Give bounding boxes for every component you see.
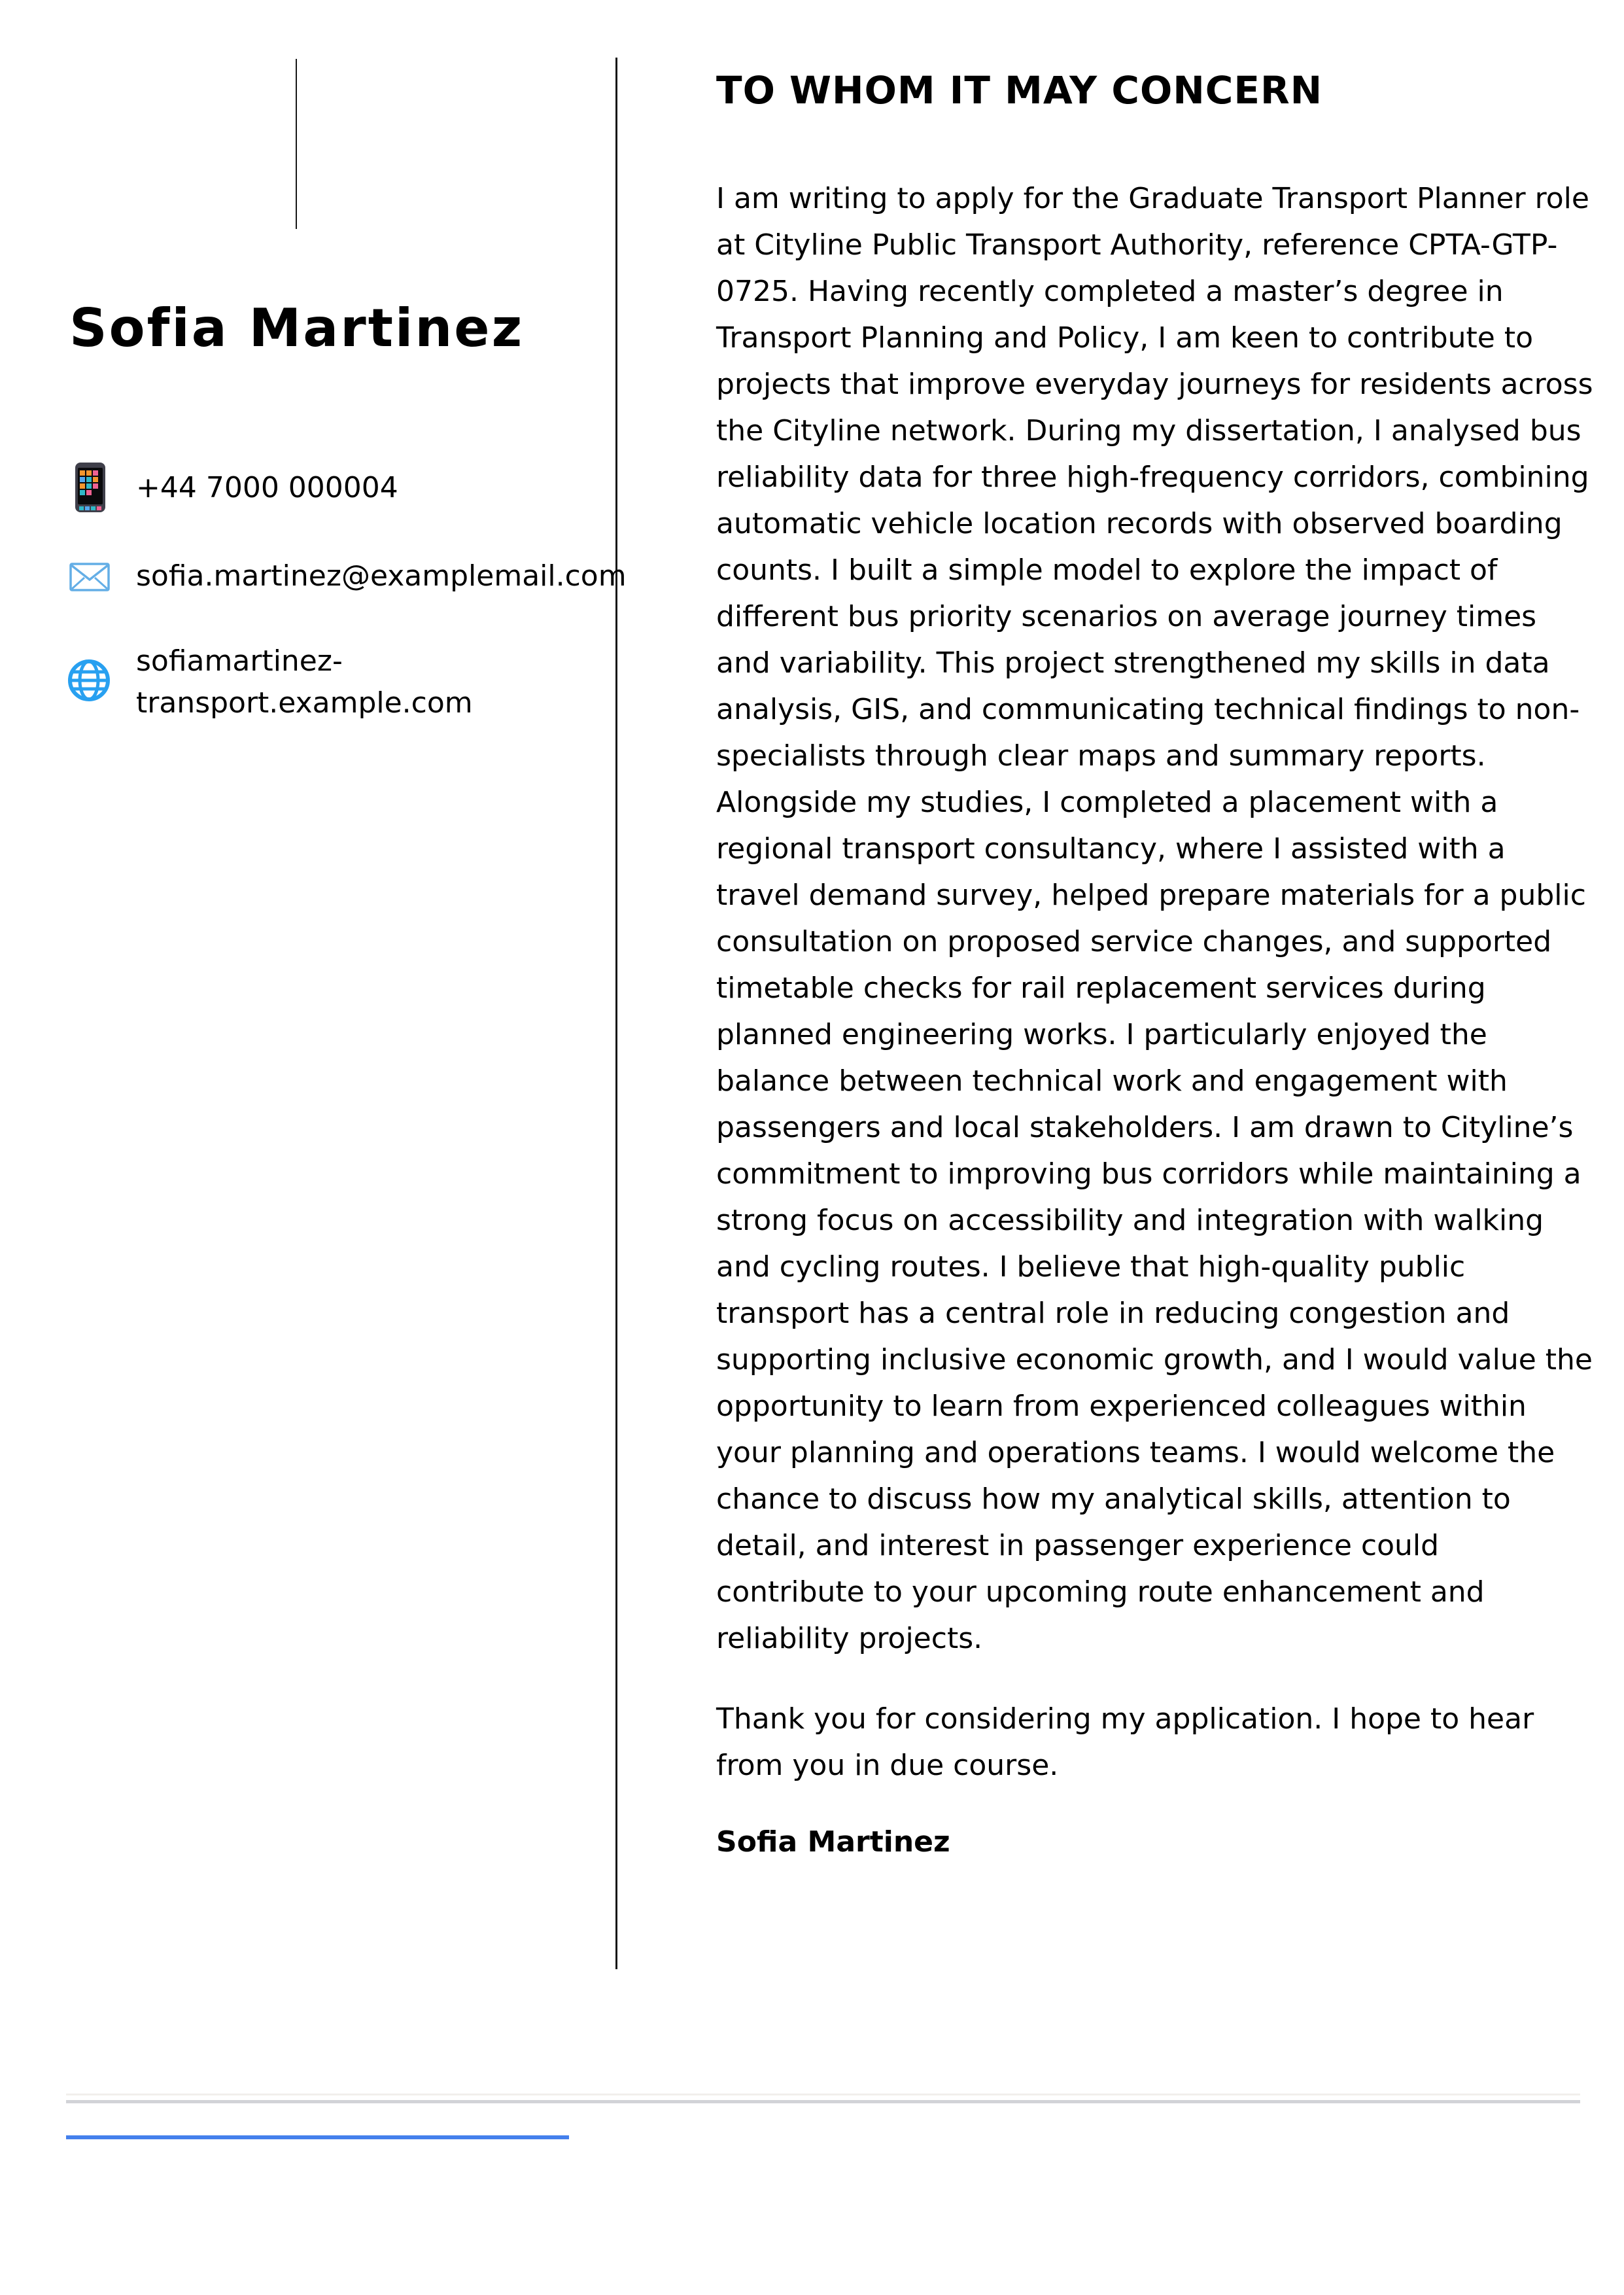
letter-paragraph: Thank you for considering my application. I hope to hear from you in due course.: [716, 1702, 1534, 1782]
salutation: TO WHOM IT MAY CONCERN: [716, 68, 1323, 113]
website-url: sofiamartinez-transport.example.com: [136, 644, 473, 720]
footer-rule-faint: [66, 2094, 1580, 2095]
letter-paragraph: I am writing to apply for the Graduate Transport Planner role at Cityline Public Transport Authority, reference CPTA-GTP-0725. Having recently completed a master’s degree in Transport Planning and Policy, I am keen to contribute to projects that improve everyday journeys for residents across the Cityline network. During my dissertation, I analysed bus reliability data for three high-frequency corridors, combining automatic vehicle location records with observed boarding counts. I built a simple model to explore the impact of different bus priority scenarios on average journey times and variability. This project strengthened my skills in data analysis, GIS, and communicating technical findings to non-specialists through clear maps and summary reports. Alongside my studies, I completed a placement with a regional transport consultancy, where I assisted with a travel demand survey, helped prepare materials for a public consultation on proposed service changes, and supported timetable checks for rail replacement services during planned engineering works. I particularly enjoyed the balance between technical work and engagement with passengers and local stakeholders. I am drawn to Cityline’s commitment to improving bus corridors while maintaining a strong focus on accessibility and integration with walking and cycling routes. I believe that high-quality public transport has a central role in reducing congestion and supporting inclusive economic growth, and I would value the opportunity to learn from experienced colleagues within your planning and operations teams. I would welcome the chance to discuss how my analytical skills, attention to detail, and interest in passenger experience could contribute to your upcoming route enhancement and reliability projects.: [716, 182, 1593, 1655]
phone-number: +44 7000 000004: [136, 471, 398, 504]
letter-body: [716, 67, 1594, 1865]
sidebar-top-rule: [296, 59, 297, 229]
email-address: sofia.martinez@examplemail.com: [136, 559, 627, 593]
footer-accent-rule: [66, 2135, 569, 2139]
person-name: Sofia Martinez: [69, 298, 525, 359]
signature-name: Sofia Martinez: [716, 1825, 950, 1859]
globe-icon: [67, 658, 111, 705]
envelope-icon: [69, 563, 110, 594]
mobile-phone-icon: [75, 462, 106, 516]
footer-rule-gray: [66, 2100, 1580, 2103]
column-divider-rule: [615, 58, 617, 1969]
